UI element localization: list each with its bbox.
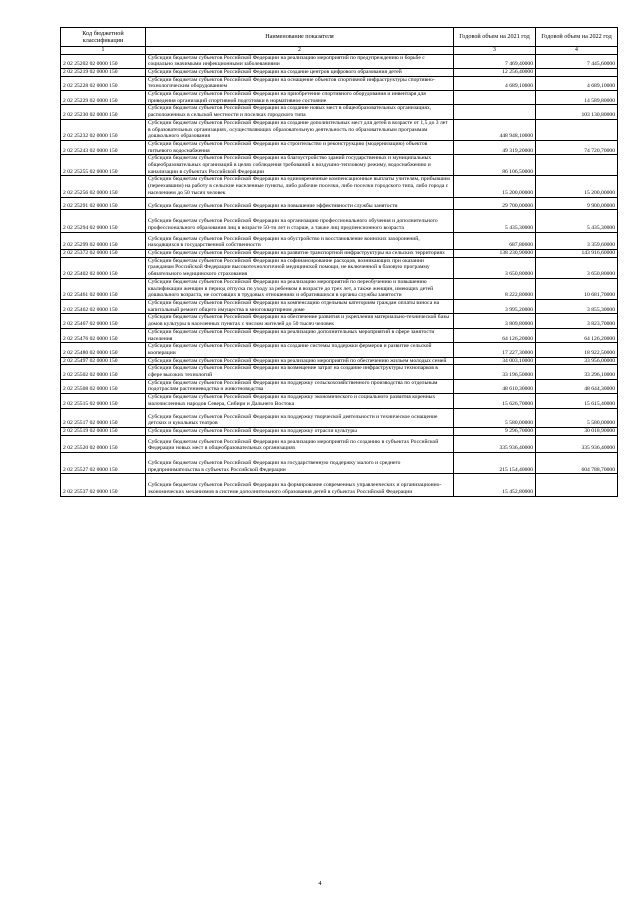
table-row (61, 105, 618, 119)
table-row (61, 176, 618, 197)
column-number: 3 (454, 47, 536, 55)
row-value-2021: 33 196,50000 (454, 365, 536, 379)
row-code: 2 02 25256 02 0000 150 (61, 176, 146, 197)
row-value-2021: 3 650,80000 (454, 257, 536, 278)
row-value-2022: 3 359,60000 (536, 232, 618, 249)
row-value-2022: 48 644,30000 (536, 379, 618, 393)
table-header-row (61, 28, 618, 47)
row-code: 2 02 25520 02 0000 150 (61, 435, 146, 452)
row-name: Субсидии бюджетам субъектов Российской Федерации на оснащение объектов спортивной инфраструктуры спортивно-технологическим оборудованием (146, 76, 454, 90)
row-code: 2 02 25519 02 0000 150 (61, 427, 146, 435)
table-row (61, 155, 618, 176)
row-value-2022: 14 589,80000 (536, 91, 618, 105)
row-code: 2 02 25480 02 0000 150 (61, 343, 146, 357)
row-name: Субсидии бюджетам субъектов Российской Федерации на обеспечение развития и укрепления материально-технической базы домов культуры в населенных пунктах с числом жителей до 50 тысяч человек (146, 314, 454, 328)
table-row (61, 314, 618, 328)
row-value-2021: 12 256,40000 (454, 68, 536, 76)
row-code: 2 02 25291 02 0000 150 (61, 197, 146, 210)
row-value-2022: 5 435,30000 (536, 210, 618, 232)
row-code: 2 02 25527 02 0000 150 (61, 453, 146, 474)
table-row (61, 365, 618, 379)
row-code: 2 02 25497 02 0000 150 (61, 357, 146, 365)
row-name: Субсидии бюджетам субъектов Российской Федерации на создание центров цифрового образования детей (146, 68, 454, 76)
row-code: 2 02 25255 02 0000 150 (61, 155, 146, 176)
table-row (61, 357, 618, 365)
row-value-2022: 5 580,00000 (536, 408, 618, 427)
row-value-2022: 30 018,90000 (536, 427, 618, 435)
table-row (61, 328, 618, 342)
row-name: Субсидии бюджетам субъектов Российской Федерации на создание системы поддержки фермеров и развитие сельской кооперации (146, 343, 454, 357)
table-row (61, 210, 618, 232)
row-value-2021: 48 610,30000 (454, 379, 536, 393)
row-code: 2 02 25202 02 0000 150 (61, 54, 146, 68)
row-code: 2 02 25461 02 0000 150 (61, 278, 146, 299)
row-value-2021: 3 995,20000 (454, 300, 536, 314)
table-row (61, 250, 618, 258)
row-value-2021: 17 227,30000 (454, 343, 536, 357)
row-name: Субсидии бюджетам субъектов Российской Федерации на благоустройство зданий государственных и муниципальных общеобразовательных организаций в целях соблюдения требований к воздушно-тепловому режиму, водоснабжению и канализации в субъектах Российской Федерации (146, 155, 454, 176)
column-number: 2 (146, 47, 454, 55)
table-row (61, 54, 618, 68)
row-value-2022: 335 936,40000 (536, 435, 618, 452)
row-value-2022: 4 689,10000 (536, 76, 618, 90)
row-value-2021: 335 936,40000 (454, 435, 536, 452)
row-name: Субсидии бюджетам субъектов Российской Федерации на единовременные компенсационные выплаты учителям, прибывшим (переехавшим) на работу в сельские населенные пункты, либо рабочие поселки, либо поселки городского типа, либо города с населением до 50 тысяч человек (146, 176, 454, 197)
row-value-2021 (454, 91, 536, 105)
row-name: Субсидии бюджетам субъектов Российской Федерации на поддержку сельскохозяйственного производства по отдельным подотраслям растениеводства и животноводства (146, 379, 454, 393)
table-row (61, 232, 618, 249)
column-number: 4 (536, 47, 618, 55)
row-name: Субсидии бюджетам субъектов Российской Федерации на компенсацию отдельным категориям граждан оплаты взноса на капитальный ремонт общего имущества в многоквартирном доме (146, 300, 454, 314)
row-value-2021: 138 230,90000 (454, 250, 536, 258)
row-name: Субсидии бюджетам субъектов Российской Федерации на реализацию дополнительных мероприятий в сфере занятости населения (146, 328, 454, 342)
row-value-2021: 4 689,10000 (454, 76, 536, 90)
row-name: Субсидии бюджетам субъектов Российской Федерации на создание дополнительных мест для детей в возрасте от 1,5 до 3 лет в образовательных организациях, осуществляющих образовательную деятельность по образовательным программам дошкольного образования (146, 119, 454, 140)
table-row (61, 68, 618, 76)
row-value-2022: 143 916,60000 (536, 250, 618, 258)
row-name: Субсидии бюджетам субъектов Российской Федерации на организацию профессионального обучения и дополнительного профессионального образования лиц в возрасте 50-ти лет и старше, а также лиц предпенсионного возраста (146, 210, 454, 232)
row-code: 2 02 25462 02 0000 150 (61, 300, 146, 314)
table-row (61, 453, 618, 474)
row-code: 2 02 25229 02 0000 150 (61, 91, 146, 105)
row-value-2022 (536, 119, 618, 140)
table-row (61, 257, 618, 278)
header-code: Код бюджетной классификации (61, 28, 146, 47)
row-value-2021: 15 626,70000 (454, 394, 536, 408)
table-row (61, 278, 618, 299)
row-value-2021: 215 154,40000 (454, 453, 536, 474)
row-value-2021: 29 700,00000 (454, 197, 536, 210)
document-page (60, 27, 617, 497)
row-name: Субсидии бюджетам субъектов Российской Федерации на развитие транспортной инфраструктуры на сельских территориях (146, 250, 454, 258)
row-value-2022: 74 720,70000 (536, 140, 618, 154)
header-year-2021: Годовой объем на 2021 год (454, 28, 536, 47)
table-row (61, 343, 618, 357)
row-value-2022: 3 855,30000 (536, 300, 618, 314)
table-row (61, 379, 618, 393)
row-name: Субсидии бюджетам субъектов Российской Федерации на приобретение спортивного оборудования и инвентаря для приведения организаций спортивной подготовки в нормативное состояние (146, 91, 454, 105)
row-value-2021: 687,80000 (454, 232, 536, 249)
row-code: 2 02 25243 02 0000 150 (61, 140, 146, 154)
row-code: 2 02 25537 02 0000 150 (61, 474, 146, 496)
row-value-2022: 103 130,80000 (536, 105, 618, 119)
row-name: Субсидии бюджетам субъектов Российской Федерации на софинансирование расходов, возникающих при оказании гражданам Российской Федерации высокотехнологичной медицинской помощи, не включенной в базовую программу обязательного медицинского страхования (146, 257, 454, 278)
row-name: Субсидии бюджетам субъектов Российской Федерации на строительство и реконструкцию (модернизацию) объектов питьевого водоснабжения (146, 140, 454, 154)
row-name: Субсидии бюджетам субъектов Российской Федерации на поддержку отрасли культуры (146, 427, 454, 435)
row-value-2022: 3 650,80000 (536, 257, 618, 278)
row-code: 2 02 25230 02 0000 150 (61, 105, 146, 119)
table-row (61, 119, 618, 140)
row-value-2021: 3 809,80000 (454, 314, 536, 328)
table-row (61, 300, 618, 314)
row-name: Субсидии бюджетам субъектов Российской Федерации на реализацию мероприятий по созданию в субъектах Российской Федерации новых мест в общеобразовательных организациях (146, 435, 454, 452)
row-name: Субсидии бюджетам субъектов Российской Федерации на создание новых мест в общеобразовательных организациях, расположенных в сельской местности и поселках городского типа (146, 105, 454, 119)
table-row (61, 140, 618, 154)
row-name: Субсидии бюджетам субъектов Российской Федерации на реализацию мероприятий по предупреждению и борьбе с социально значимыми инфекционными заболеваниями (146, 54, 454, 68)
column-numbers-row (61, 47, 618, 55)
row-name: Субсидии бюджетам субъектов Российской Федерации на реализацию мероприятий по обеспечению жильем молодых семей (146, 357, 454, 365)
row-name: Субсидии бюджетам субъектов Российской Федерации на реализацию мероприятий по переобучению и повышению квалификации женщин в период отпуска по уходу за ребенком в возрасте до трех лет, а также женщин, имеющих детей дошкольного возраста, не состоящих в трудовых отношениях и обратившихся в органы службы занятости (146, 278, 454, 299)
row-value-2021: 34 003,10000 (454, 357, 536, 365)
table-row (61, 427, 618, 435)
row-value-2021: 8 222,80000 (454, 278, 536, 299)
row-value-2021: 448 948,10000 (454, 119, 536, 140)
row-name: Субсидии бюджетам субъектов Российской Федерации на поддержку творческой деятельности и техническое оснащение детских и кукольных театров (146, 408, 454, 427)
row-value-2022: 9 900,00000 (536, 197, 618, 210)
table-row (61, 435, 618, 452)
row-name: Субсидии бюджетам субъектов Российской Федерации на государственную поддержку малого и среднего предпринимательства в субъектах Российской Федерации (146, 453, 454, 474)
row-value-2021: 86 106,50000 (454, 155, 536, 176)
row-value-2021: 7 469,40000 (454, 54, 536, 68)
row-value-2022: 7 445,60000 (536, 54, 618, 68)
row-name: Субсидии бюджетам субъектов Российской Федерации на возмещение затрат на создание инфраструктуры технопарков в сфере высоких технологий (146, 365, 454, 379)
table-row (61, 474, 618, 496)
row-value-2021 (454, 105, 536, 119)
row-value-2021: 5 435,30000 (454, 210, 536, 232)
row-name: Субсидии бюджетам субъектов Российской Федерации на повышение эффективности службы занятости (146, 197, 454, 210)
row-value-2021: 49 319,20000 (454, 140, 536, 154)
page-number: 4 (318, 880, 322, 887)
budget-table (60, 27, 618, 497)
row-code: 2 02 25228 02 0000 150 (61, 76, 146, 90)
row-value-2021: 15 200,00000 (454, 176, 536, 197)
row-value-2021: 5 580,00000 (454, 408, 536, 427)
row-code: 2 02 25517 02 0000 150 (61, 408, 146, 427)
row-value-2022: 10 681,70000 (536, 278, 618, 299)
row-value-2022 (536, 155, 618, 176)
row-code: 2 02 25508 02 0000 150 (61, 379, 146, 393)
row-code: 2 02 25219 02 0000 150 (61, 68, 146, 76)
row-code: 2 02 25294 02 0000 150 (61, 210, 146, 232)
row-value-2022: 64 126,20000 (536, 328, 618, 342)
header-year-2022: Годовой объем на 2022 год (536, 28, 618, 47)
row-code: 2 02 25232 02 0000 150 (61, 119, 146, 140)
row-value-2022: 33 296,10000 (536, 365, 618, 379)
row-value-2021: 15 452,80000 (454, 474, 536, 496)
table-row (61, 197, 618, 210)
row-name: Субсидии бюджетам субъектов Российской Федерации на поддержку экономического и социального развития коренных малочисленных народов Севера, Сибири и Дальнего Востока (146, 394, 454, 408)
row-value-2022 (536, 474, 618, 496)
header-name: Наименование показателя (146, 28, 454, 47)
table-body (61, 54, 618, 496)
row-value-2021: 9 296,70000 (454, 427, 536, 435)
table-row (61, 91, 618, 105)
row-code: 2 02 25502 02 0000 150 (61, 365, 146, 379)
row-code: 2 02 25402 02 0000 150 (61, 257, 146, 278)
table-row (61, 76, 618, 90)
row-value-2022: 15 615,40000 (536, 394, 618, 408)
row-value-2022: 33 956,00000 (536, 357, 618, 365)
row-code: 2 02 25476 02 0000 150 (61, 328, 146, 342)
row-value-2022: 18 922,50000 (536, 343, 618, 357)
row-code: 2 02 25515 02 0000 150 (61, 394, 146, 408)
row-code: 2 02 25372 02 0000 150 (61, 250, 146, 258)
row-value-2022: 15 200,00000 (536, 176, 618, 197)
row-value-2022 (536, 68, 618, 76)
table-row (61, 394, 618, 408)
row-value-2022: 3 823,70000 (536, 314, 618, 328)
column-number: 1 (61, 47, 146, 55)
row-value-2021: 64 126,20000 (454, 328, 536, 342)
row-value-2022: 604 788,70000 (536, 453, 618, 474)
row-name: Субсидии бюджетам субъектов Российской Федерации на формирование современных управленческих и организационно-экономических механизмов в системе дополнительного образования детей в субъектах Российской Федерации (146, 474, 454, 496)
row-code: 2 02 25299 02 0000 150 (61, 232, 146, 249)
table-row (61, 408, 618, 427)
row-name: Субсидии бюджетам субъектов Российской Федерации на обустройство и восстановление воинских захоронений, находящихся в государственной собственности (146, 232, 454, 249)
row-code: 2 02 25467 02 0000 150 (61, 314, 146, 328)
